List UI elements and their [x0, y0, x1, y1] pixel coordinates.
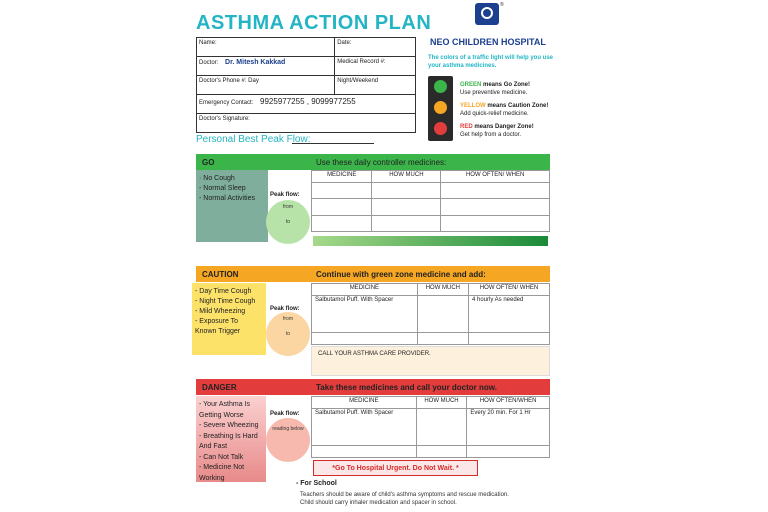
- signature-field[interactable]: Doctor's Signature:: [197, 114, 416, 133]
- date-field[interactable]: Date:: [335, 38, 416, 57]
- caution-call-provider: CALL YOUR ASTHMA CARE PROVIDER.: [311, 346, 550, 376]
- caution-medicine-cell[interactable]: Salbutamol Puff. With Spacer: [312, 296, 418, 333]
- yellow-zone-legend: YELLOW means Caution Zone! Add quick-relief medicine.: [460, 103, 549, 117]
- personal-best-label: Personal Best Peak Flow:: [196, 134, 311, 145]
- go-medicine-cell[interactable]: [312, 183, 372, 199]
- danger-often-cell[interactable]: Every 20 min. For 1 Hr: [467, 409, 550, 446]
- doctor-field[interactable]: Doctor: Dr. Mitesh Kakkad: [197, 57, 335, 76]
- red-lamp-icon: [434, 122, 447, 135]
- record-field[interactable]: Medical Record #:: [335, 57, 416, 76]
- go-zone-header: GO: [196, 154, 310, 170]
- danger-symptoms: - Your Asthma Is Getting Worse - Severe Wheezing - Breathing Is Hard And Fast - Can Not Talk - Medicine Not Working: [196, 396, 266, 482]
- danger-zone-header: DANGER: [196, 379, 310, 395]
- page-title: ASTHMA ACTION PLAN: [196, 12, 432, 34]
- patient-info-table: [196, 37, 416, 133]
- hospital-name: NEO CHILDREN HOSPITAL: [430, 37, 546, 47]
- caution-symptoms: - Day Time Cough - Night Time Cough - Mild Wheezing - Exposure To Known Trigger: [192, 283, 266, 355]
- green-lamp-icon: [434, 80, 447, 93]
- go-symptoms: · No Cough - Normal Sleep - Normal Activities: [196, 170, 268, 242]
- caution-zone-header: CAUTION: [196, 266, 310, 282]
- personal-best-field[interactable]: [292, 143, 374, 144]
- logo-ring-icon: [481, 7, 493, 19]
- urgent-hospital-notice: *Go To Hospital Urgent. Do Not Wait. *: [313, 460, 478, 476]
- caution-instruction-bar: Continue with green zone medicine and add:: [310, 266, 550, 282]
- emergency-field[interactable]: Emergency Contact: 9925977255 , 9099977255: [197, 95, 416, 114]
- danger-medicine-cell[interactable]: Salbutamol Puff. With Spacer: [312, 409, 417, 446]
- go-gradient-bar: [313, 236, 548, 246]
- go-peak-flow-label: Peak flow:: [270, 192, 300, 198]
- go-medicine-table: MEDICINE HOW MUCH HOW OFTEN/ WHEN: [311, 170, 550, 232]
- red-zone-legend: RED means Danger Zone! Get help from a doctor.: [460, 124, 534, 138]
- traffic-light-intro: The colors of a traffic light will help you use your asthma medicines.: [428, 55, 554, 69]
- phone-field[interactable]: Doctor's Phone #: Day: [197, 76, 335, 95]
- registered-mark: ®: [500, 2, 504, 8]
- green-zone-legend: GREEN means Go Zone! Use preventive medicine.: [460, 82, 531, 96]
- caution-often-cell[interactable]: 4 hourly As needed: [468, 296, 549, 333]
- name-field[interactable]: Name:: [197, 38, 335, 57]
- night-field[interactable]: Night/Weekend: [335, 76, 416, 95]
- yellow-lamp-icon: [434, 101, 447, 114]
- caution-medicine-table: MEDICINE HOW MUCH HOW OFTEN/ WHEN Salbutamol Puff. With Spacer 4 hourly As needed: [311, 283, 550, 345]
- danger-medicine-table: MEDICINE HOW MUCH HOW OFTEN/WHEN Salbutamol Puff. With Spacer Every 20 min. For 1 Hr: [311, 396, 550, 458]
- go-instruction-bar: Use these daily controller medicines:: [310, 154, 550, 170]
- danger-peak-flow-label: Peak flow:: [270, 411, 300, 417]
- caution-peak-flow-circle: from to: [266, 312, 310, 356]
- danger-instruction-bar: Take these medicines and call your doctor now.: [310, 379, 550, 395]
- emergency-phones: 9925977255 , 9099977255: [260, 97, 356, 106]
- doctor-name: Dr. Mitesh Kakkad: [225, 59, 286, 66]
- caution-peak-flow-label: Peak flow:: [270, 306, 300, 312]
- go-peak-flow-circle: from to: [266, 200, 310, 244]
- danger-peak-flow-circle: reading below: [266, 418, 310, 462]
- school-instructions: Teachers should be aware of child's asthma symptoms and rescue medication. Child should carry inhaler medication and spacer in school.: [300, 492, 509, 506]
- school-heading: - For School: [296, 480, 337, 487]
